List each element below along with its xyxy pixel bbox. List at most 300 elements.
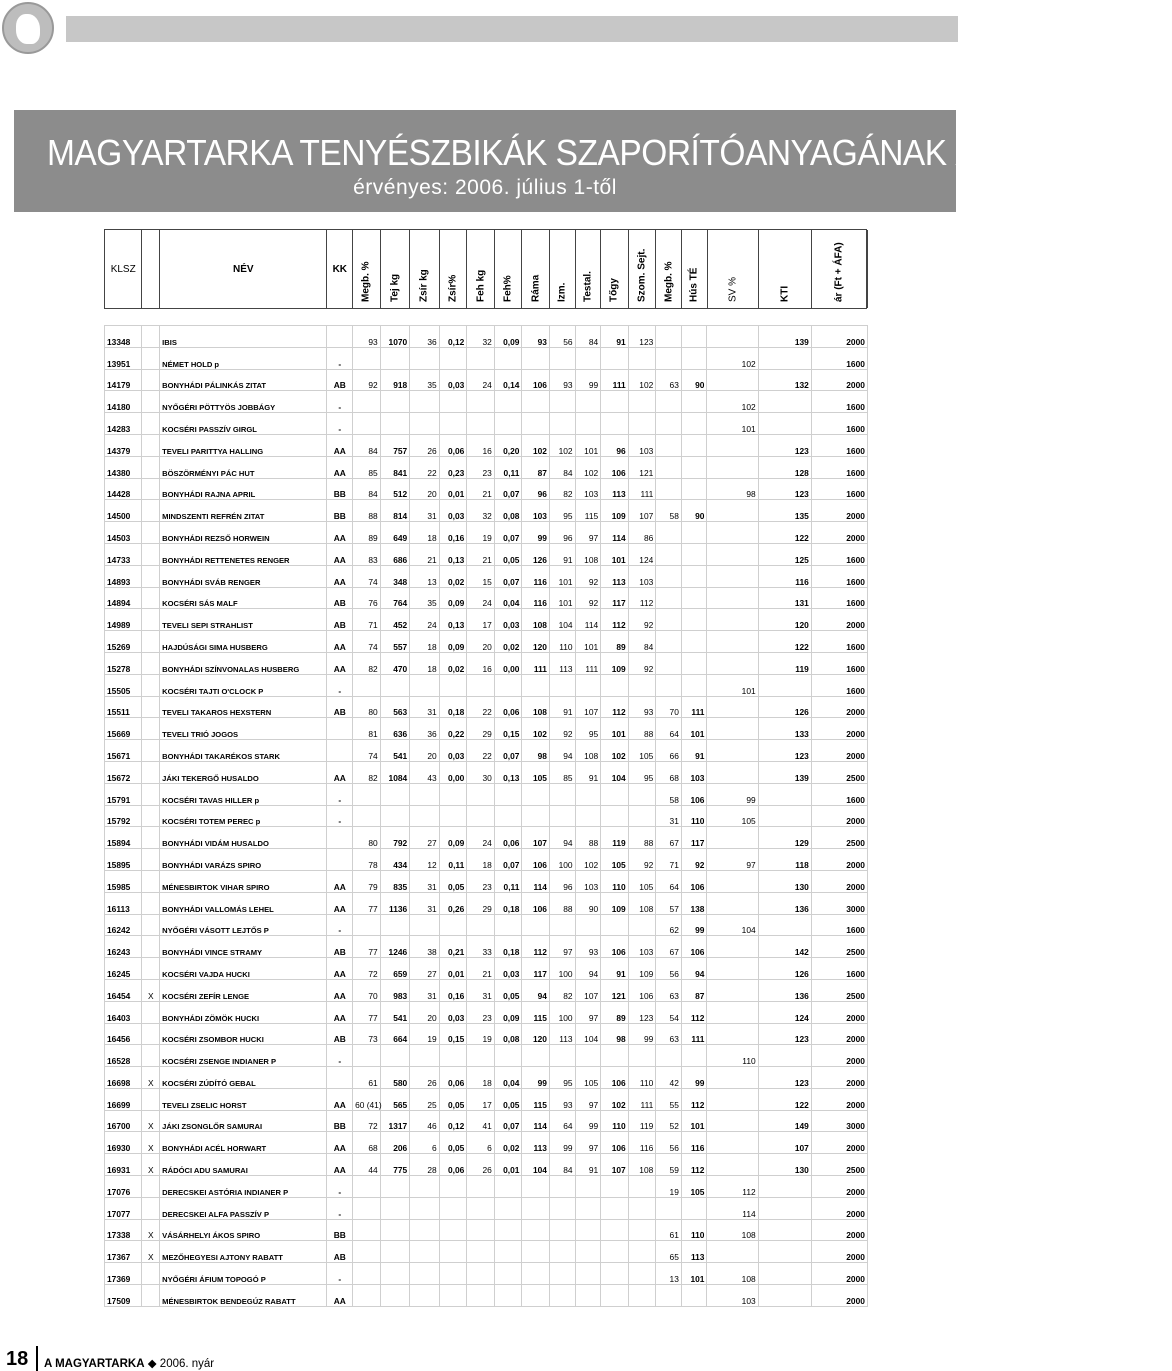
table-cell (549, 783, 575, 805)
table-cell: 96 (601, 434, 629, 456)
header-cell (440, 230, 468, 308)
table-cell: X (142, 1154, 160, 1176)
table-cell: 121 (601, 979, 629, 1001)
table-cell: 54 (656, 1001, 682, 1023)
table-cell: 17 (467, 1088, 495, 1110)
table-cell (656, 565, 682, 587)
table-cell: 71 (353, 609, 381, 631)
table-cell (601, 1241, 629, 1263)
table-cell (142, 1001, 160, 1023)
table-cell: 103 (628, 565, 656, 587)
table-cell: 2500 (811, 936, 867, 958)
table-cell: 73 (353, 1023, 381, 1045)
table-cell: 123 (758, 434, 811, 456)
table-cell (628, 1197, 656, 1219)
table-cell: 111 (575, 652, 601, 674)
table-cell (601, 391, 629, 413)
table-cell: 82 (549, 979, 575, 1001)
table-cell: AA (327, 1001, 353, 1023)
table-cell (628, 914, 656, 936)
table-cell: 0,05 (439, 870, 467, 892)
table-cell (628, 1263, 656, 1285)
table-cell: 15269 (105, 631, 142, 653)
table-cell: 686 (380, 543, 410, 565)
table-cell: - (327, 674, 353, 696)
table-cell: 13951 (105, 347, 142, 369)
table-cell (380, 674, 410, 696)
table-cell: 76 (353, 587, 381, 609)
table-cell: 79 (353, 870, 381, 892)
header-label: NÉV (233, 264, 254, 275)
table-cell: 31 (410, 979, 440, 1001)
table-cell: 103 (681, 761, 707, 783)
table-row (105, 979, 868, 1001)
table-row (105, 761, 868, 783)
table-row (105, 478, 868, 500)
table-cell (522, 1241, 550, 1263)
table-cell (549, 1045, 575, 1067)
table-cell (380, 1241, 410, 1263)
table-cell: 2000 (811, 500, 867, 522)
table-cell: 122 (758, 1088, 811, 1110)
table-cell: 24 (467, 827, 495, 849)
table-cell (467, 674, 495, 696)
table-cell (656, 674, 682, 696)
table-cell: 106 (601, 936, 629, 958)
table-cell: 2000 (811, 1001, 867, 1023)
table-cell: 0,14 (494, 369, 522, 391)
table-cell: 2000 (811, 522, 867, 544)
table-cell: 16242 (105, 914, 142, 936)
table-cell (494, 1263, 522, 1285)
table-cell (758, 1197, 811, 1219)
table-cell: 112 (681, 1001, 707, 1023)
table-cell: 0,03 (494, 958, 522, 980)
table-cell (681, 565, 707, 587)
table-cell (681, 587, 707, 609)
table-cell: 43 (410, 761, 440, 783)
footer-divider (36, 1346, 38, 1371)
table-cell: 2500 (811, 979, 867, 1001)
table-cell: 0,05 (494, 543, 522, 565)
table-cell (628, 413, 656, 435)
table-cell (575, 1219, 601, 1241)
table-cell (628, 391, 656, 413)
table-cell: 1084 (380, 761, 410, 783)
table-row (105, 631, 868, 653)
table-cell (380, 783, 410, 805)
header-label (142, 264, 159, 302)
table-cell: 1600 (811, 391, 867, 413)
table-cell (467, 805, 495, 827)
table-cell: 0,01 (439, 958, 467, 980)
table-cell: 149 (758, 1110, 811, 1132)
table-cell: AB (327, 696, 353, 718)
table-cell: 101 (549, 565, 575, 587)
header-cell (759, 230, 812, 308)
table-cell: 0,02 (439, 565, 467, 587)
table-row (105, 1219, 868, 1241)
table-cell: 104 (549, 609, 575, 631)
table-cell: 0,03 (439, 1001, 467, 1023)
table-cell: 0,16 (439, 522, 467, 544)
table-cell: 112 (522, 936, 550, 958)
table-cell: 110 (601, 870, 629, 892)
table-cell: 74 (353, 740, 381, 762)
table-cell: 0,21 (439, 936, 467, 958)
table-cell: - (327, 783, 353, 805)
table-cell: 0,06 (439, 1154, 467, 1176)
table-cell: 60 (41) (353, 1088, 381, 1110)
table-cell: 101 (707, 674, 758, 696)
table-cell: AA (327, 434, 353, 456)
table-cell: 44 (353, 1154, 381, 1176)
table-cell: 105 (575, 1067, 601, 1089)
table-cell (410, 391, 440, 413)
table-cell: 92 (575, 587, 601, 609)
table-cell: 106 (522, 849, 550, 871)
table-cell (575, 347, 601, 369)
table-cell: AA (327, 979, 353, 1001)
table-cell (601, 347, 629, 369)
table-cell: 1136 (380, 892, 410, 914)
table-row (105, 696, 868, 718)
diamond-icon: ◆ (147, 1358, 157, 1370)
header-cell (708, 230, 759, 308)
table-cell: 115 (522, 1001, 550, 1023)
table-cell (353, 1045, 381, 1067)
table-cell: 42 (656, 1067, 682, 1089)
table-cell: 63 (656, 979, 682, 1001)
table-cell: - (327, 805, 353, 827)
table-cell: 97 (575, 1132, 601, 1154)
table-cell: 103 (522, 500, 550, 522)
table-cell: 1246 (380, 936, 410, 958)
table-cell: KOCSÉRI ZSOMBOR HUCKI (160, 1023, 327, 1045)
table-cell (707, 870, 758, 892)
page-number: 18 (6, 1348, 29, 1370)
table-cell: 15671 (105, 740, 142, 762)
table-cell: MEZŐHEGYESI AJTONY RABATT (160, 1241, 327, 1263)
table-cell (353, 914, 381, 936)
table-cell: 14733 (105, 543, 142, 565)
table-cell: BONYHÁDI REZSŐ HORWEIN (160, 522, 327, 544)
table-cell: 13 (410, 565, 440, 587)
table-cell (522, 1045, 550, 1067)
table-cell: 84 (575, 326, 601, 348)
table-cell (656, 1197, 682, 1219)
table-cell: 106 (628, 979, 656, 1001)
table-cell (380, 1045, 410, 1067)
table-cell: DERECSKEI ALFA PASSZÍV P (160, 1197, 327, 1219)
table-cell (628, 1045, 656, 1067)
table-cell: 84 (353, 478, 381, 500)
table-cell: 21 (467, 958, 495, 980)
table-cell: 113 (549, 1023, 575, 1045)
table-cell: 15894 (105, 827, 142, 849)
table-cell: AA (327, 631, 353, 653)
table-cell: 108 (522, 696, 550, 718)
table-cell (380, 1219, 410, 1241)
table-cell: 52 (656, 1110, 682, 1132)
table-cell (707, 543, 758, 565)
header-cell (467, 230, 495, 308)
table-cell (494, 783, 522, 805)
header-label: SV % (727, 276, 739, 302)
table-cell: MÉNESBIRTOK BENDEGÚZ RABATT (160, 1285, 327, 1307)
table-cell: KOCSÉRI SÁS MALF (160, 587, 327, 609)
table-cell (467, 914, 495, 936)
table-cell: 104 (601, 761, 629, 783)
table-cell: BB (327, 1219, 353, 1241)
header-label: Feh kg (475, 269, 487, 302)
table-cell: 0,05 (439, 1088, 467, 1110)
table-row (105, 958, 868, 980)
table-cell (758, 391, 811, 413)
table-cell: - (327, 914, 353, 936)
page-footer (0, 1340, 960, 1371)
table-cell (439, 805, 467, 827)
table-cell: 125 (758, 543, 811, 565)
table-cell (142, 1285, 160, 1307)
table-row (105, 522, 868, 544)
table-cell (601, 1045, 629, 1067)
table-cell: 94 (522, 979, 550, 1001)
table-cell (353, 1219, 381, 1241)
header-cell (629, 230, 657, 308)
table-cell: 139 (758, 326, 811, 348)
table-cell (601, 1263, 629, 1285)
table-cell: BB (327, 1110, 353, 1132)
table-cell (380, 914, 410, 936)
table-cell (522, 1263, 550, 1285)
table-cell: 0,18 (494, 892, 522, 914)
table-cell (142, 347, 160, 369)
table-cell (494, 1045, 522, 1067)
table-cell: 92 (681, 849, 707, 871)
table-cell: 112 (628, 587, 656, 609)
table-cell (467, 1176, 495, 1198)
table-cell: 110 (628, 1067, 656, 1089)
table-cell: 102 (549, 434, 575, 456)
table-row (105, 1285, 868, 1307)
table-cell: 55 (656, 1088, 682, 1110)
table-cell (681, 478, 707, 500)
table-cell (575, 391, 601, 413)
table-cell: 112 (601, 696, 629, 718)
table-cell (494, 1241, 522, 1263)
table-cell (601, 1219, 629, 1241)
table-cell (601, 1285, 629, 1307)
table-cell: 92 (628, 609, 656, 631)
table-cell: KOCSÉRI ZEFÍR LENGE (160, 979, 327, 1001)
table-cell: 114 (707, 1197, 758, 1219)
table-cell: 67 (656, 936, 682, 958)
table-row (105, 1176, 868, 1198)
table-cell: 114 (522, 870, 550, 892)
table-cell: 29 (467, 892, 495, 914)
table-cell: 0,23 (439, 456, 467, 478)
table-cell: 98 (601, 1023, 629, 1045)
table-row (105, 565, 868, 587)
table-cell (410, 1197, 440, 1219)
table-cell (601, 1176, 629, 1198)
table-row (105, 391, 868, 413)
table-cell: 24 (410, 609, 440, 631)
header-label: KTI (779, 285, 791, 302)
table-cell: 17076 (105, 1176, 142, 1198)
table-cell: KOCSÉRI ZSENGE INDIANER P (160, 1045, 327, 1067)
table-cell: 19 (467, 1023, 495, 1045)
table-cell: 102 (628, 369, 656, 391)
table-cell: 15792 (105, 805, 142, 827)
table-cell: AA (327, 565, 353, 587)
table-cell: 27 (410, 827, 440, 849)
header-label: KLSZ (110, 264, 136, 275)
table-row (105, 805, 868, 827)
table-row (105, 849, 868, 871)
table-cell (142, 740, 160, 762)
table-cell: 512 (380, 478, 410, 500)
table-cell: 764 (380, 587, 410, 609)
table-cell: 109 (601, 500, 629, 522)
table-cell (142, 587, 160, 609)
table-cell: 91 (575, 761, 601, 783)
table-cell: 103 (575, 478, 601, 500)
table-cell (681, 347, 707, 369)
table-cell: 116 (628, 1132, 656, 1154)
table-cell: 70 (656, 696, 682, 718)
table-cell: 0,20 (494, 434, 522, 456)
table-cell: 101 (575, 631, 601, 653)
table-cell: 2000 (811, 1219, 867, 1241)
table-cell (380, 805, 410, 827)
table-cell (439, 1285, 467, 1307)
table-cell: 15511 (105, 696, 142, 718)
table-cell: 87 (681, 979, 707, 1001)
table-cell: NYŐGÉRI ÁFIUM TOPOGÓ P (160, 1263, 327, 1285)
table-cell: 77 (353, 1001, 381, 1023)
header-label: Testal. (582, 271, 594, 302)
table-cell: 27 (410, 958, 440, 980)
table-cell (467, 1285, 495, 1307)
table-cell (353, 1285, 381, 1307)
table-row (105, 587, 868, 609)
table-row (105, 456, 868, 478)
table-cell (601, 783, 629, 805)
table-cell: AA (327, 1088, 353, 1110)
table-cell: 91 (681, 740, 707, 762)
table-cell: 100 (549, 849, 575, 871)
table-cell: 119 (628, 1110, 656, 1132)
table-cell: 59 (656, 1154, 682, 1176)
page-subtitle: érvényes: 2006. július 1-től (353, 176, 617, 199)
table-cell: 116 (681, 1132, 707, 1154)
table-cell (142, 870, 160, 892)
table-cell: 142 (758, 936, 811, 958)
table-cell (467, 783, 495, 805)
table-cell: 63 (656, 1023, 682, 1045)
table-cell: 23 (467, 870, 495, 892)
table-cell: 2000 (811, 718, 867, 740)
table-cell (681, 543, 707, 565)
header-label: Zsír kg (418, 269, 430, 302)
table-cell (549, 413, 575, 435)
table-cell: 82 (549, 478, 575, 500)
table-cell (575, 674, 601, 696)
table-cell (494, 674, 522, 696)
table-cell (327, 849, 353, 871)
table-cell: AB (327, 1023, 353, 1045)
table-cell: 86 (628, 522, 656, 544)
table-cell (601, 674, 629, 696)
table-cell: 84 (353, 434, 381, 456)
table-cell (707, 434, 758, 456)
table-cell: 17509 (105, 1285, 142, 1307)
table-cell: 91 (549, 543, 575, 565)
table-cell: 95 (549, 1067, 575, 1089)
table-cell: 58 (656, 500, 682, 522)
table-cell: 89 (353, 522, 381, 544)
table-cell (628, 347, 656, 369)
table-cell: X (142, 1067, 160, 1089)
table-cell: 93 (628, 696, 656, 718)
table-cell: 56 (549, 326, 575, 348)
table-cell: 99 (681, 1067, 707, 1089)
table-cell: 22 (467, 740, 495, 762)
table-cell: 16700 (105, 1110, 142, 1132)
table-cell: 2000 (811, 1263, 867, 1285)
table-cell: 541 (380, 1001, 410, 1023)
table-cell: 2000 (811, 740, 867, 762)
table-cell (656, 652, 682, 674)
table-cell: 111 (628, 478, 656, 500)
table-cell (142, 565, 160, 587)
table-cell: 2000 (811, 609, 867, 631)
table-cell: 1600 (811, 958, 867, 980)
table-cell (410, 1176, 440, 1198)
table-cell: 108 (628, 1154, 656, 1176)
table-cell: 97 (575, 522, 601, 544)
table-row (105, 1263, 868, 1285)
table-row (105, 827, 868, 849)
table-cell: 109 (601, 892, 629, 914)
table-cell: 99 (522, 1067, 550, 1089)
table-cell: 0,07 (494, 478, 522, 500)
table-cell: 16456 (105, 1023, 142, 1045)
table-row (105, 1023, 868, 1045)
table-cell: 123 (758, 1067, 811, 1089)
table-cell (439, 783, 467, 805)
table-cell: 206 (380, 1132, 410, 1154)
table-cell (142, 696, 160, 718)
table-cell (467, 391, 495, 413)
table-cell: 20 (410, 740, 440, 762)
table-cell: 563 (380, 696, 410, 718)
table-cell (353, 783, 381, 805)
header-cell (576, 230, 602, 308)
table-cell (758, 1219, 811, 1241)
table-cell (142, 326, 160, 348)
table-cell (549, 391, 575, 413)
table-cell (327, 740, 353, 762)
table-cell (681, 413, 707, 435)
table-cell: 108 (707, 1263, 758, 1285)
table-cell (758, 1285, 811, 1307)
table-cell: 123 (628, 326, 656, 348)
table-cell: 841 (380, 456, 410, 478)
table-cell (142, 434, 160, 456)
